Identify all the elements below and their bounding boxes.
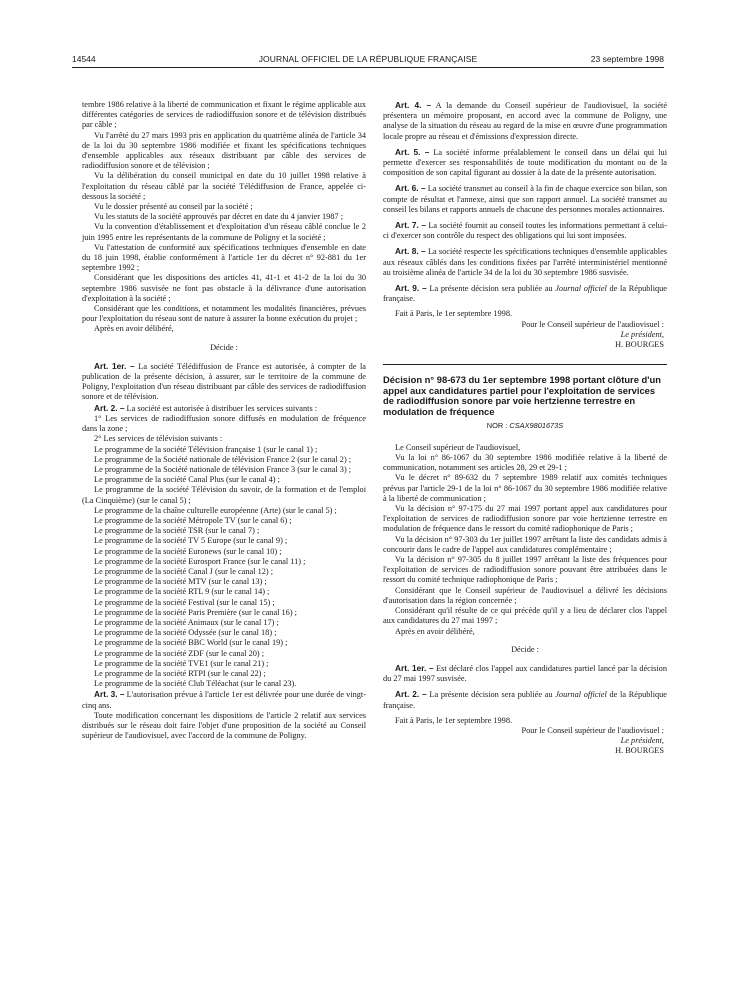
article-label: Art. 7. – xyxy=(395,220,426,231)
program-item: Le programme de la société TV 5 Europe (sur le canal 9) ; xyxy=(94,536,288,546)
decision-title: Décision n° 98-673 du 1er septembre 1998 portant clôture d'un appel aux candidatures partiel pour l'exploitation de services de radiodiffusion sonore par voie hertzienne terrestre en modulation de fréquence xyxy=(383,374,661,418)
program-item: Le programme de la société RTL 9 (sur le canal 14) ; xyxy=(94,587,270,597)
program-item: Le programme de la société Animaux (sur le canal 17) ; xyxy=(94,617,279,627)
article-label: Art. 1er. – xyxy=(395,662,434,673)
article-9 xyxy=(383,283,667,304)
paragraph: Vu la décision n° 97-303 du 1er juillet 1997 arrêtant la liste des candidats admis à concourir dans le cadre de l'appel aux candidatures complémentaire ; xyxy=(383,534,667,554)
program-item: Le programme de la chaîne culturelle européenne (Arte) (sur le canal 5) ; xyxy=(94,505,337,515)
article-text: L'autorisation prévue à l'article 1er est délivrée pour une durée de vingt-cinq ans. xyxy=(82,690,366,710)
article-8 xyxy=(383,246,667,278)
article-5 xyxy=(383,147,667,179)
journal-title: JOURNAL OFFICIEL DE LA RÉPUBLIQUE FRANÇAISE xyxy=(258,54,478,64)
paragraph: Considérant que les dispositions des articles 41, 41-1 et 41-2 de la loi du 30 septembre 1986 susvisée ne font pas obstacle à la délivrance d'une autorisation d'exploitation à la société ; xyxy=(82,273,366,303)
nor-reference: NOR : CSAX9801673S xyxy=(486,420,564,430)
program-item: Le programme de la société Métropole TV (sur le canal 6) ; xyxy=(94,515,292,525)
paragraph: Vu la convention d'établissement et d'exploitation d'un réseau câblé conclue le 2 juin 1995 entre les représentants de la commune de Poligny et la société ; xyxy=(82,222,366,242)
article-text: La société informe préalablement le conseil dans un délai qui lui permette d'exercer ses responsabilités de toute modification du montant ou de la composition de son capital figurant au dossier à la date de la présente autorisation. xyxy=(383,147,668,178)
signature-name: H. BOURGES xyxy=(615,746,664,756)
program-item: Le programme de la société RTPI (sur le canal 22) ; xyxy=(94,668,266,678)
program-item: Le programme de la société Festival (sur le canal 15) ; xyxy=(94,597,275,607)
article-4 xyxy=(383,100,667,142)
page-header xyxy=(72,52,664,68)
article-7 xyxy=(383,220,667,241)
article-label: Art. 2. – xyxy=(395,689,427,700)
paragraph: Vu l'attestation de conformité aux spécifications techniques d'ensemble en date du 18 juin 1998, établie conformément à l'article 1er du décret n° 92-881 du 1er septembre 1992 ; xyxy=(82,242,366,273)
article-text: La société respecte les spécifications techniques d'ensemble applicables aux réseaux câblés dans les conditions fixées par l'arrêté interministériel mentionné au troisième alinéa de l'article 34 de la loi du 30 septembre 1986 susvisée. xyxy=(383,247,668,277)
signature-place-date: Fait à Paris, le 1er septembre 1998. xyxy=(395,715,513,725)
paragraph: Considérant que les conditions, et notamment les modalités financières, prévues pour l'exploitation du réseau sont de nature à assurer la bonne exécution du projet ; xyxy=(82,304,366,324)
program-item: Le programme de la société Télévision du savoir, de la formation et de l'emploi (La Cinquième) (sur le canal 5) ; xyxy=(82,485,366,505)
article-label: Art. 6. – xyxy=(395,183,426,194)
signature-name: H. BOURGES xyxy=(615,340,664,350)
program-item: Le programme de la société BBC World (sur le canal 19) ; xyxy=(94,638,288,648)
program-item: Le programme de la société TVE1 (sur le canal 21) ; xyxy=(94,658,269,668)
paragraph: Vu la décision n° 97-305 du 8 juillet 1997 arrêtant la liste des fréquences pour l'exploitation de services de radiodiffusion sonore pouvant être attribuées dans le ressort du comité technique radiophonique de Paris ; xyxy=(383,555,667,585)
journal-name: Journal officiel xyxy=(555,690,607,700)
article-text: de la République française. xyxy=(383,284,667,304)
article-text: Est déclaré clos l'appel aux candidatures partiel lancé par la décision du 27 mai 1997 susvisée. xyxy=(383,663,667,684)
paragraph: Le Conseil supérieur de l'audiovisuel, xyxy=(395,442,521,452)
list-item: 1° Les services de radiodiffusion sonore diffusés en modulation de fréquence dans la zone ; xyxy=(82,413,366,434)
program-item: Le programme de la Société nationale de télévision France 2 (sur le canal 2) ; xyxy=(94,454,352,464)
issue-date: 23 septembre 1998 xyxy=(590,54,664,64)
article-text: La société est autorisée à distribuer les services suivants : xyxy=(126,403,318,413)
signature-role: Le président, xyxy=(620,329,664,339)
article-text: La société transmet au conseil à la fin de chaque exercice son bilan, son compte de résultat et l'annexe, ainsi que son rapport annuel. La société transmet au conseil les bilans et rapports annuels de chacune des personnes morales actionnaires. xyxy=(383,184,667,214)
paragraph: Après en avoir délibéré, xyxy=(395,626,475,636)
article-label: Art. 2. – xyxy=(94,402,125,413)
article-text: La société fournit au conseil toutes les informations permettant à celui-ci d'exercer son contrôle du respect des obligations qui lui sont imposées. xyxy=(383,221,667,241)
article-3 xyxy=(82,689,366,710)
article-text: La présente décision sera publiée au xyxy=(429,284,556,294)
signature-role: Le président, xyxy=(620,736,664,746)
paragraph: Vu le dossier présenté au conseil par la société ; xyxy=(94,202,253,212)
article-1 xyxy=(82,361,366,403)
left-column xyxy=(82,100,366,741)
signature-place-date: Fait à Paris, le 1er septembre 1998. xyxy=(395,309,513,319)
article-label: Art. 1er. – xyxy=(94,360,135,371)
paragraph: Vu la loi n° 86-1067 du 30 septembre 1986 modifiée relative à la liberté de communication, notamment ses articles 28, 29 et 29-1 ; xyxy=(383,453,667,473)
journal-name: Journal officiel xyxy=(555,284,607,294)
article-2 xyxy=(82,403,366,414)
program-item: Le programme de la société Eurosport France (sur le canal 11) ; xyxy=(94,556,306,566)
article-text: La présente décision sera publiée au xyxy=(429,690,556,700)
header-rule xyxy=(72,67,664,68)
program-item: Le programme de la société Odyssée (sur le canal 18) ; xyxy=(94,628,277,638)
article-text: A la demande du Conseil supérieur de l'audiovisuel, la société présentera un mémoire proposant, en accord avec la commune de Poligny, une analyse de la situation du réseau au regard de la mise en œuvre d'une programmation locale propre au réseau et d'émissions d'expression directe. xyxy=(383,101,667,141)
paragraph: Après en avoir délibéré, xyxy=(94,324,174,334)
article-label: Art. 4. – xyxy=(395,100,432,110)
paragraph: Considérant que le Conseil supérieur de l'audiovisuel a délivré les décisions d'autorisation dans la région concernée ; xyxy=(383,585,667,605)
section-divider xyxy=(383,364,667,365)
program-item: Le programme de la société Télévision française 1 (sur le canal 1) ; xyxy=(94,444,318,454)
program-item: Le programme de la société Euronews (sur le canal 10) ; xyxy=(94,546,282,556)
signature-authority: Pour le Conseil supérieur de l'audiovisuel : xyxy=(521,319,664,329)
list-item: 2° Les services de télévision suivants : xyxy=(94,434,223,444)
paragraph: Vu les statuts de la société approuvés par décret en date du 4 janvier 1987 ; xyxy=(94,212,344,222)
article-label: Art. 9. – xyxy=(395,283,427,294)
program-item: Le programme de la Société nationale de télévision France 3 (sur le canal 3) ; xyxy=(94,464,352,474)
signature-authority: Pour le Conseil supérieur de l'audiovisuel : xyxy=(521,725,664,735)
right-column xyxy=(383,100,667,757)
program-item: Le programme de la société Canal Plus (sur le canal 4) ; xyxy=(94,475,280,485)
decide-heading: Décide : xyxy=(210,342,238,352)
program-item: Le programme de la société Canal J (sur le canal 12) ; xyxy=(94,566,274,576)
paragraph: Vu le décret n° 89-632 du 7 septembre 1989 relatif aux comités techniques prévus par l'article 29-1 de la loi n° 86-1067 du 30 septembre 1986 modifiée relative à la liberté de communication ; xyxy=(383,473,667,503)
program-item: Le programme de la société TSR (sur le canal 7) ; xyxy=(94,526,260,536)
paragraph: tembre 1986 relative à la liberté de communication et fixant le régime applicable aux différentes catégories de services de radiodiffusion sonore et de télévision distribués par câble ; xyxy=(82,100,366,130)
decide-heading: Décide : xyxy=(511,644,539,654)
program-item: Le programme de la société MTV (sur le canal 13) ; xyxy=(94,577,267,587)
program-item: Le programme de la société ZDF (sur le canal 20) ; xyxy=(94,648,265,658)
article-text: de la République française. xyxy=(383,690,667,710)
article-6 xyxy=(383,183,667,215)
article-text: La société Télédiffusion de France est autorisée, à compter de la publication de la présente décision, à assurer, sur le territoire de la commune de Poligny, l'exploitation d'un réseau distribuant par câble des services de radiodiffusion sonore et de télévision. xyxy=(82,361,366,402)
program-item: Le programme de la société Paris Première (sur le canal 16) ; xyxy=(94,607,297,617)
decision-article-2 xyxy=(383,689,667,710)
article-label: Art. 3. – xyxy=(94,689,125,700)
article-label: Art. 8. – xyxy=(395,246,426,257)
paragraph: Vu la délibération du conseil municipal en date du 10 juillet 1998 relative à l'exploitation du réseau câblé par la société Télédiffusion de France, appelée ci-dessous la société ; xyxy=(82,171,366,201)
program-item: Le programme de la société Club Téléachat (sur le canal 23). xyxy=(94,679,297,689)
paragraph: Vu l'arrêté du 27 mars 1993 pris en application du quatrième alinéa de l'article 34 de la loi du 30 septembre 1986 modifiée et fixant les spécifications techniques d'ensemble applicables aux réseaux distribuant par câble des services de radiodiffusion sonore et de télévision ; xyxy=(82,130,366,171)
decision-article-1 xyxy=(383,663,667,684)
paragraph: Vu la décision n° 97-175 du 27 mai 1997 portant appel aux candidatures pour l'exploitation de services de radiodiffusion sonore par voie hertzienne terrestre en modulation de fréquence dans le ressort du comité radiophonique de Paris ; xyxy=(383,504,667,534)
paragraph: Toute modification concernant les dispositions de l'article 2 relatif aux services distribués sur le réseau doit faire l'objet d'une proposition de la société au Conseil supérieur de l'audiovisuel, avec l'accord de la commune de Poligny. xyxy=(82,710,366,741)
page-number: 14544 xyxy=(72,54,96,64)
article-label: Art. 5. – xyxy=(395,146,430,157)
paragraph: Considérant qu'il résulte de ce qui précède qu'il y a lieu de déclarer clos l'appel aux candidatures du 27 mai 1997 ; xyxy=(383,606,667,626)
